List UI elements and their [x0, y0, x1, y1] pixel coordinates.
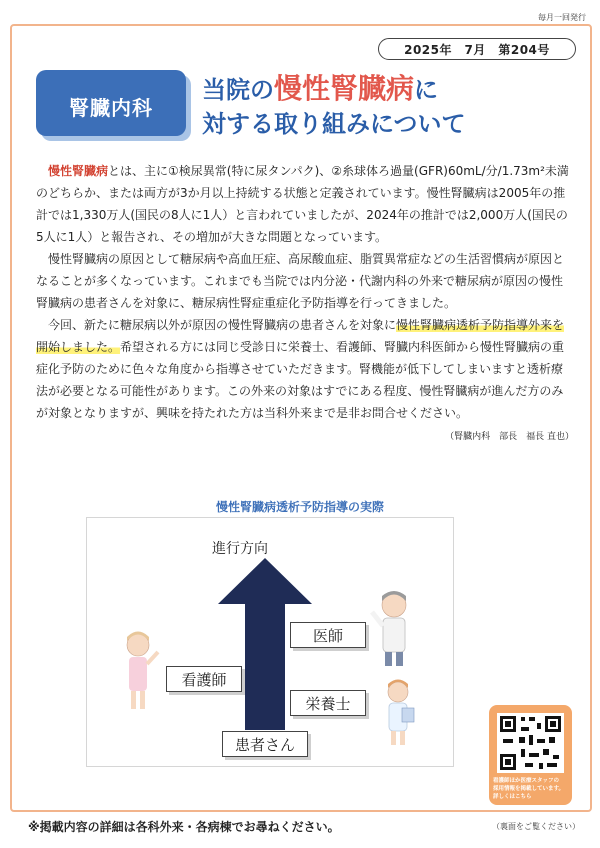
monthly-label: 毎月一回発行 — [538, 13, 586, 22]
doctor-label: 医師 — [290, 622, 366, 648]
footer-note: ※掲載内容の詳細は各科外来・各病棟でお尋ねください。 — [28, 820, 340, 834]
paragraph-3-post: 希望される方には同じ受診日に栄養士、看護師、腎臓内科医師から慢性腎臓病の重症化予防のために色々な角度から指導させていただきます。腎機能が低下してしまいますと透析療法が必要となる可能性があります。この外来の対象はすでにある程度、慢性腎臓病が進んだ方のみが対象となりますが、興味を持たれた方は当科外来まで是非お問合せください。 — [36, 340, 565, 420]
diagram-panel — [86, 517, 454, 767]
paragraph-2: 慢性腎臓病の原因として糖尿病や高血圧症、高尿酸血症、脂質異常症などの生活習慣病が原因となることが多くなっています。これまでも当院では内分泌・代謝内科の外来で糖尿病が原因の慢性腎臓病の患者さんを対象に、糖尿病性腎症重症化予防指導を行ってきました。 — [36, 252, 565, 310]
page-title — [202, 72, 582, 141]
paragraph-1 — [36, 160, 574, 248]
dietitian-label: 栄養士 — [290, 690, 366, 716]
signature: （腎臓内科 部長 福長 直也） — [445, 432, 574, 442]
title-post: に — [414, 76, 439, 104]
department-label: 腎臓内科 — [69, 96, 153, 120]
article-body — [36, 160, 574, 448]
department-badge — [36, 70, 186, 136]
paragraph-1-text: とは、主に①検尿異常(特に尿タンパク)、②糸球体ろ過量(GFR)60mL/分/1.73m²未満のどちらか、または両方が3か月以上持続する状態と定義されています。慢性腎臓病は2005年の推計では1,330万人(国民の8人に1人）と言われていましたが、2024年の推計では2,000万人(国民の5人に1人）と報告され、その増加が大きな問題となっています。 — [36, 164, 569, 244]
highlighted-announcement: 慢性腎臓病透析予防指導外来を開始しました。 — [36, 318, 565, 354]
nurse-label: 看護師 — [166, 666, 242, 692]
qr-note-line-3: 詳しくはこちら — [493, 794, 532, 800]
paragraph-3 — [36, 314, 574, 424]
diagram-title: 慢性腎臓病透析予防指導の実際 — [215, 500, 384, 514]
qr-note-line-1: 看護師ほか医療スタッフの — [493, 778, 560, 784]
patient-label: 患者さん — [222, 731, 308, 757]
qr-note — [493, 777, 568, 801]
qr-code-icon[interactable] — [497, 713, 564, 773]
keyword-ckd: 慢性腎臓病 — [48, 164, 109, 178]
paragraph-3-pre: 今回、新たに糖尿病以外が原因の慢性腎臓病の患者さんを対象に — [48, 318, 397, 332]
title-highlight: 慢性腎臓病 — [274, 72, 415, 105]
qr-note-line-2: 採用情報を掲載しています。 — [493, 786, 565, 792]
title-pre: 当院の — [202, 76, 274, 104]
direction-label: 進行方向 — [212, 541, 268, 557]
title-line-1 — [202, 72, 582, 107]
title-line-2: 対する取り組みについて — [202, 110, 466, 138]
issue-label: 2025年 7月 第204号 — [378, 38, 576, 60]
recruit-qr-card[interactable] — [489, 705, 572, 805]
see-back-note: （裏面をご覧ください） — [492, 822, 580, 831]
